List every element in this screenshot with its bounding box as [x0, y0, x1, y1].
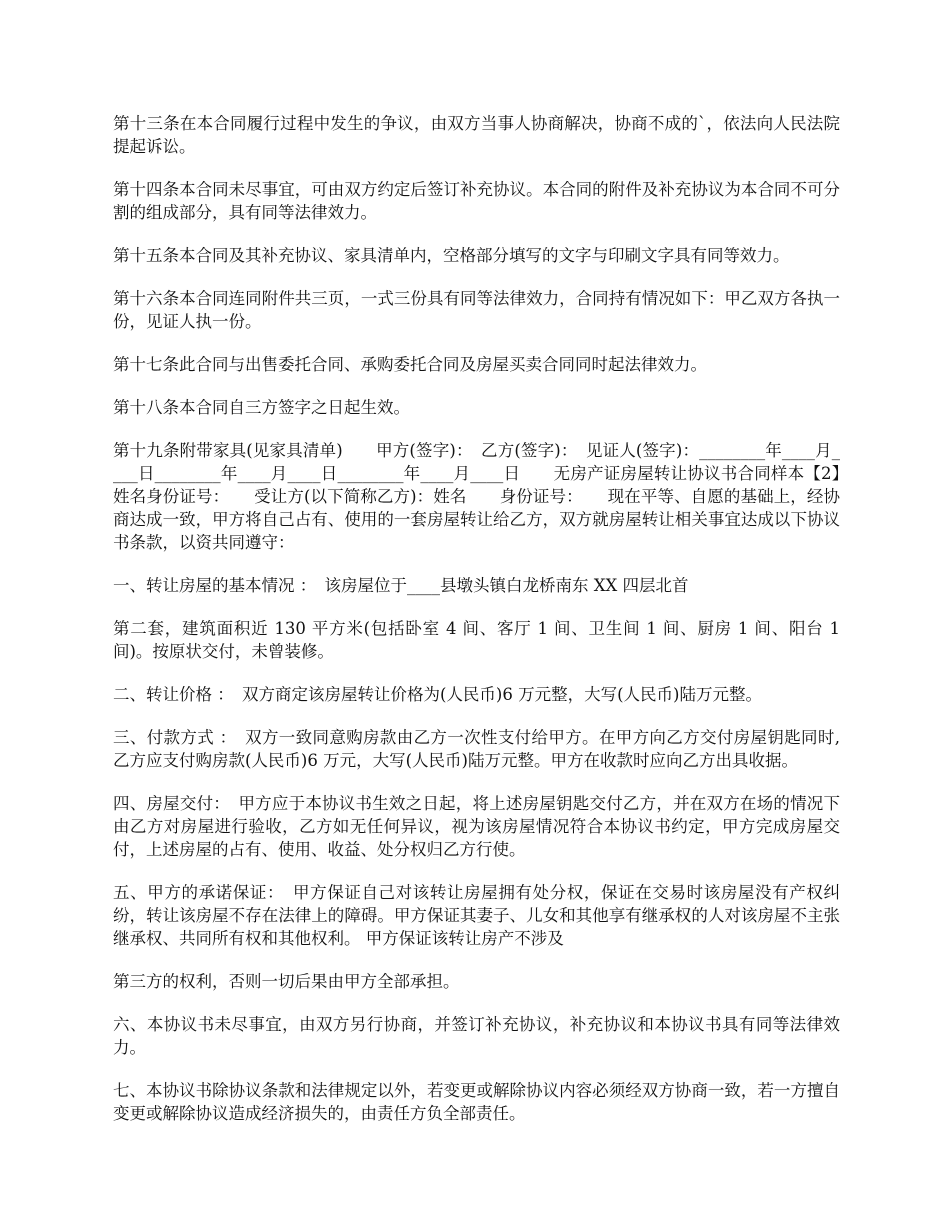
paragraph-article-17: 第十七条此合同与出售委托合同、承购委托合同及房屋买卖合同同时起法律效力。	[113, 355, 707, 374]
paragraph-section-3-payment: 三、付款方式 ： 双方一致同意购房款由乙方一次性支付给甲方。在甲方向乙方交付房屋钥匙同时,乙方应支付购房款(人民币)6 万元，大写(人民币)陆万元整。甲方在收款时应向乙方出具收据。	[113, 728, 840, 770]
document-page	[113, 112, 873, 1145]
paragraph-section-7: 七、本协议书除协议条款和法律规定以外，若变更或解除协议内容必须经双方协商一致，若一方擅自变更或解除协议造成经济损失的，由责任方负全部责任。	[113, 1081, 840, 1123]
paragraph-article-15: 第十五条本合同及其补充协议、家具清单内，空格部分填写的文字与印刷文字具有同等效力。	[113, 246, 790, 265]
paragraph-article-16: 第十六条本合同连同附件共三页，一式三份具有同等法律效力，合同持有情况如下：甲乙双方各执一份，见证人执一份。	[113, 289, 840, 331]
paragraph-section-6: 六、本协议书未尽事宜，由双方另行协商，并签订补充协议，补充协议和本协议书具有同等法律效力。	[113, 1015, 840, 1057]
paragraph-article-13: 第十三条在本合同履行过程中发生的争议，由双方当事人协商解决，协商不成的`，依法向人民法院提起诉讼。	[113, 114, 840, 156]
paragraph-section-2-price: 二、转让价格 ： 双方商定该房屋转让价格为(人民币)6 万元整，大写(人民币)陆万元整。	[113, 685, 762, 704]
paragraph-section-1-continued: 第二套，建筑面积近 130 平方米(包括卧室 4 间、客厅 1 间、卫生间 1 间、厨房 1 间、阳台 1 间)。按原状交付，未曾装修。	[113, 619, 846, 661]
paragraph-section-5-continued: 第三方的权利，否则一切后果由甲方全部承担。	[113, 972, 460, 991]
paragraph-section-1-property: 一、转让房屋的基本情况 ： 该房屋位于____县墩头镇白龙桥南东 XX 四层北首	[113, 576, 689, 595]
paragraph-article-18: 第十八条本合同自三方签字之日起生效。	[113, 398, 410, 417]
paragraph-article-14: 第十四条本合同未尽事宜，可由双方约定后签订补充协议。本合同的附件及补充协议为本合同不可分割的组成部分，具有同等法律效力。	[113, 180, 840, 222]
paragraph-article-19-signatures: 第十九条附带家具(见家具清单) 甲方(签字)： 乙方(签字)： 见证人(签字)：________年____月____日________年____月____日________年____月____日 无房产证房屋转让协议书合同样本【2】 姓名身份证号： 受让方(以下简称乙方)：姓名 身份证号： 现在平等、自愿的基础上，经协商达成一致，甲方将自己占有、使用的一套房屋转让给乙方，双方就房屋转让相关事宜达成以下协议书条款，以资共同遵守：	[113, 441, 873, 552]
paragraph-section-4-delivery: 四、房屋交付： 甲方应于本协议书生效之日起，将上述房屋钥匙交付乙方，并在双方在场的情况下由乙方对房屋进行验收，乙方如无任何异议，视为该房屋情况符合本协议书约定，甲方完成房屋交付，上述房屋的占有、使用、收益、处分权归乙方行使。	[113, 794, 840, 859]
paragraph-section-5-guarantee: 五、甲方的承诺保证： 甲方保证自己对该转让房屋拥有处分权，保证在交易时该房屋没有产权纠纷，转让该房屋不存在法律上的障碍。甲方保证其妻子、儿女和其他享有继承权的人对该房屋不主张继承权、共同所有权和其他权利。 甲方保证该转让房产不涉及	[113, 883, 840, 948]
